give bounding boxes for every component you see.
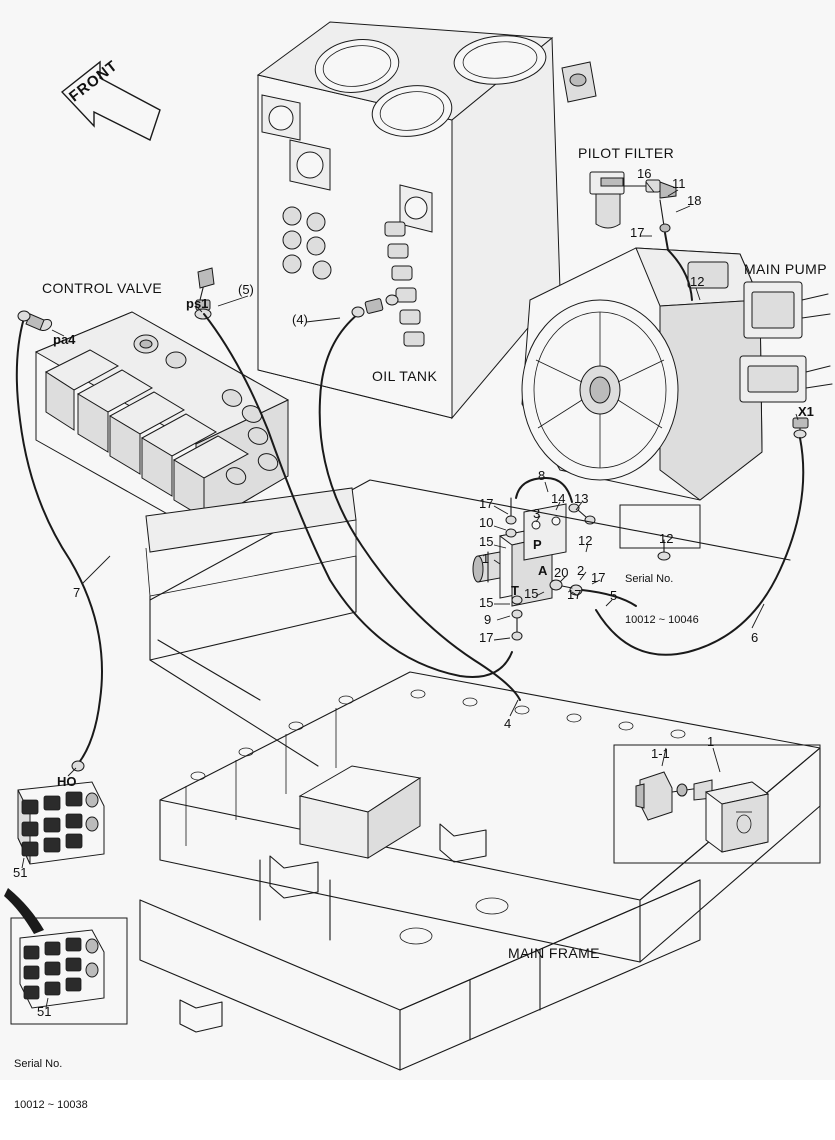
label-main-frame: MAIN FRAME <box>508 945 600 961</box>
callout-15-c: 15 <box>524 586 539 601</box>
control-valve-assembly <box>26 268 288 530</box>
label-control-valve: CONTROL VALVE <box>42 280 163 296</box>
main-pump-assembly <box>522 248 832 500</box>
ho-solenoid-stack <box>4 782 104 934</box>
callout-13: 13 <box>574 491 589 506</box>
callout-51-inset: 51 <box>37 1004 52 1019</box>
front-label: FRONT <box>66 57 122 106</box>
serial-note-valve <box>625 545 699 655</box>
label-oil-tank: OIL TANK <box>372 368 438 384</box>
callout-10: 10 <box>479 515 494 530</box>
label-port-ho: HO <box>57 774 77 789</box>
label-pilot-filter: PILOT FILTER <box>578 145 675 161</box>
serial-note-valve-line1: Serial No. <box>625 572 674 585</box>
callout-17-d: 17 <box>479 630 494 645</box>
callout-16: 16 <box>637 166 652 181</box>
serial-note-inset <box>14 1030 88 1140</box>
callout-7: 7 <box>73 585 81 600</box>
label-port-x1: X1 <box>798 404 814 419</box>
label-port-ps1: ps1 <box>186 296 209 311</box>
callout-18: 18 <box>687 193 702 208</box>
callout-14: 14 <box>551 491 566 506</box>
callout-17-c: 17 <box>567 587 582 602</box>
label-main-pump: MAIN PUMP <box>744 261 827 277</box>
detail-valve-1 <box>636 772 768 852</box>
callout-20: 20 <box>554 565 569 580</box>
label-port-a: A <box>538 563 548 578</box>
callout-12-pump: 12 <box>690 274 705 289</box>
serial-note-valve-line2: 10012 ~ 10046 <box>625 613 699 626</box>
callout-1: 1 <box>482 551 490 566</box>
callout-17-pilot: 17 <box>630 225 645 240</box>
callout-15-a: 15 <box>479 534 494 549</box>
callout-12-serial: 12 <box>578 533 593 548</box>
callout-17-b: 17 <box>591 570 606 585</box>
callout-4: 4 <box>504 716 512 731</box>
callout-4-paren: (4) <box>292 312 308 327</box>
label-port-t: T <box>511 583 519 598</box>
callout-1-1: 1-1 <box>651 746 670 761</box>
callout-2: 2 <box>577 563 585 578</box>
callout-51-top: 51 <box>13 865 28 880</box>
inset-serial-stack <box>20 930 104 1008</box>
callout-9: 9 <box>484 612 492 627</box>
callout-17-a: 17 <box>479 496 494 511</box>
callout-6: 6 <box>751 630 759 645</box>
callout-1-detail: 1 <box>707 734 715 749</box>
label-port-pa4: pa4 <box>53 332 76 347</box>
callout-5-paren: (5) <box>238 282 254 297</box>
callout-8: 8 <box>538 468 546 483</box>
callout-3: 3 <box>533 506 541 521</box>
callout-12-box: 12 <box>659 531 674 546</box>
callout-11: 11 <box>672 176 686 191</box>
callout-15-b: 15 <box>479 595 494 610</box>
callout-5: 5 <box>610 588 618 603</box>
serial-note-inset-line1: Serial No. <box>14 1057 63 1070</box>
serial-note-inset-line2: 10012 ~ 10038 <box>14 1098 88 1111</box>
label-port-p: P <box>533 537 542 552</box>
